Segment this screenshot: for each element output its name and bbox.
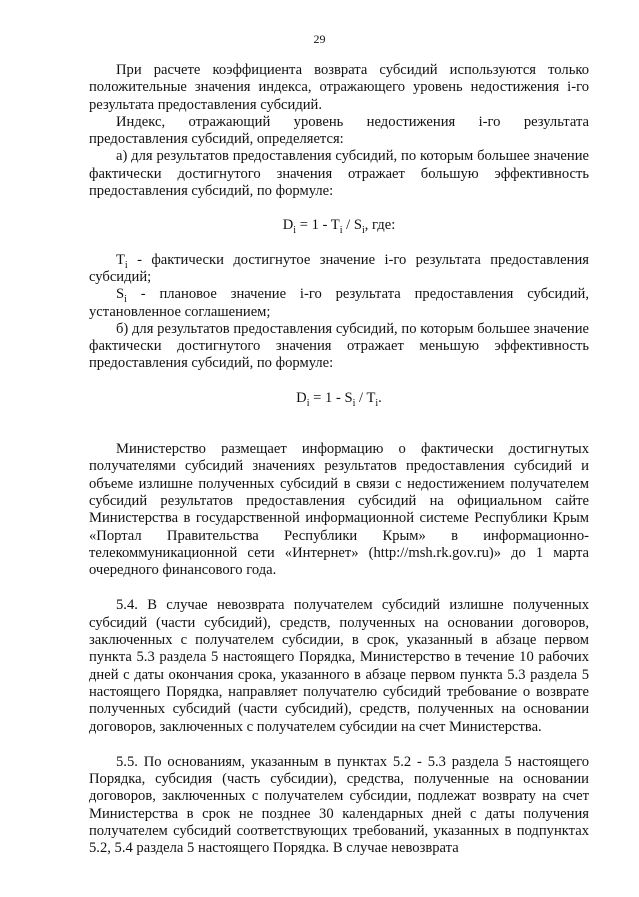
paragraph-5-4: 5.4. В случае невозврата получателем субсидий излишне полученных субсидий (части субсидий), средств, полученных на основании договоров, заключенных с получателем субсидии, в срок, указанный в абзаце первом пункта 5.3 раздела 5 настоящего Порядка, Министерство в течение 10 рабочих дней с даты окончания срока, указанного в абзаце первом пункта 5.3 раздела 5 настоящего Порядка, направляет получателю субсидий требование о возврате полученных субсидий (части субсидий), средств, полученных на основании договоров, заключенных с получателем субсидии на счет Министерства. — [89, 597, 589, 735]
paragraph-ministry-publishes: Министерство размещает информацию о фактически достигнутых получателями субсидий значениях результатов предоставления субсидий и объеме излишне полученных субсидий в связи с недостижением получателем субсидий результатов предоставления субсидий на официальном сайте Министерства в государственной информационной системе Республики Крым «Портал Правительства Республики Крым» в информационно-телекоммуникационной сети «Интернет» (http://msh.rk.gov.ru)» до 1 марта очередного финансового года. — [89, 441, 589, 579]
formula-subscript: i — [293, 225, 297, 237]
formula-subscript: i — [352, 397, 356, 409]
formula-subscript: i — [361, 225, 365, 237]
spacer — [89, 736, 589, 754]
definition-symbol: T — [116, 251, 125, 268]
paragraph-5-5: 5.5. По основаниям, указанным в пунктах 5.2 - 5.3 раздела 5 настоящего Порядка, субсидия (часть субсидии), средства, полученные на основании договоров, заключенных с получателем субсидии, подлежат возврату на счет Министерства в срок не позднее 30 календарных дней с даты получения получателем субсидий соответствующих требований, указанных в подпунктах 5.2, 5.4 раздела 5 настоящего Порядка. В случае невозврата — [89, 753, 589, 857]
definition-symbol: S — [116, 286, 125, 303]
formula-subscript: i — [375, 397, 379, 409]
paragraph-positive-index: При расчете коэффициента возврата субсидий используются только положительные значения индекса, отражающего уровень недостижения i-го результата предоставления субсидий. — [89, 62, 589, 113]
document-body — [89, 62, 589, 858]
formula-part: / S — [342, 217, 362, 234]
definition-t — [89, 252, 589, 287]
formula-symbol: D — [296, 389, 307, 406]
definition-text: - фактически достигнутое значение i-го результата предоставления субсидий; — [89, 251, 589, 285]
formula-part: , где: — [364, 217, 396, 234]
spacer — [89, 424, 589, 441]
definition-s — [89, 286, 589, 321]
formula-part: / T — [355, 389, 376, 406]
paragraph-case-a: а) для результатов предоставления субсидий, по которым большее значение фактически достигнутого значения отражает большую эффективность предоставления субсидий, по формуле: — [89, 148, 589, 200]
paragraph-case-b: б) для результатов предоставления субсидий, по которым большее значение фактически достигнутого значения отражает меньшую эффективность предоставления субсидий, по формуле: — [89, 320, 589, 372]
formula-part: = 1 - T — [296, 217, 340, 234]
formula-part: = 1 - S — [309, 389, 353, 406]
formula-case-b — [89, 390, 589, 407]
formula-subscript: i — [339, 225, 343, 237]
definition-subscript: i — [124, 294, 127, 306]
paragraph-index-definition: Индекс, отражающий уровень недостижения i-го результата предоставления субсидий, определяется: — [89, 113, 589, 148]
formula-subscript: i — [306, 397, 310, 409]
formula-case-a — [89, 217, 589, 237]
formula-part: . — [378, 389, 382, 406]
definition-subscript: i — [124, 259, 128, 271]
spacer — [89, 579, 589, 597]
definition-text: - плановое значение i-го результата предоставления субсидий, установленное соглашением; — [89, 286, 589, 320]
page-number: 29 — [313, 32, 326, 46]
formula-symbol: D — [282, 217, 294, 234]
